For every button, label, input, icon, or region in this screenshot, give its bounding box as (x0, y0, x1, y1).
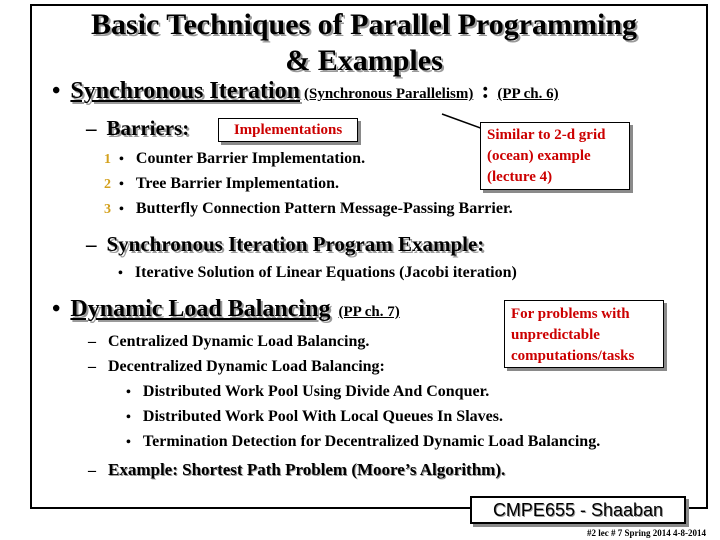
bullet: • (119, 177, 124, 192)
dynamic-heading-line (52, 296, 400, 323)
grid-example-text: Similar to 2-d grid (ocean) example (lecture 4) (487, 127, 606, 185)
barrier-item-text: Counter Barrier Implementation. (135, 150, 366, 167)
slide-title-line2: & Examples (285, 44, 443, 77)
decentralized-text: Decentralized Dynamic Load Balancing: (108, 358, 385, 375)
bullet: • (126, 385, 131, 400)
barrier-item-text: Butterfly Connection Pattern Message-Passing Barrier. (135, 200, 513, 217)
dash: – (86, 232, 97, 256)
decentralized-item-text: Distributed Work Pool With Local Queues In Slaves. (142, 408, 503, 425)
dash: – (88, 462, 96, 479)
item-number: 1 (104, 152, 111, 167)
barrier-item-text: Tree Barrier Implementation. (135, 175, 339, 192)
course-footer-box (470, 496, 686, 524)
dash: – (88, 333, 96, 350)
decentralized-item-3 (126, 433, 600, 451)
unpredictable-note (504, 300, 664, 368)
grid-example-note (480, 122, 630, 190)
shortest-path-text: Example: Shortest Path Problem (Moore’s Algorithm). (108, 460, 506, 479)
decentralized-line (88, 358, 385, 376)
sync-chapter-ref: (PP ch. 6) (497, 86, 559, 102)
course-footer-text: CMPE655 - Shaaban (492, 500, 664, 520)
centralized-text: Centralized Dynamic Load Balancing. (108, 333, 370, 350)
barriers-label: Barriers: (106, 116, 190, 140)
item-number: 2 (104, 177, 111, 192)
sync-heading: Synchronous Iteration (70, 78, 300, 104)
decentralized-item-2 (126, 408, 503, 426)
program-example-line (86, 232, 484, 257)
sync-colon: : (481, 78, 490, 104)
centralized-line (88, 333, 369, 351)
barriers-line (86, 116, 189, 141)
lecture-info: #2 lec # 7 Spring 2014 4-8-2014 (587, 528, 706, 538)
dash: – (88, 358, 96, 375)
dash: – (86, 116, 97, 140)
dynamic-chapter-ref: (PP ch. 7) (338, 304, 400, 320)
jacobi-item (118, 264, 517, 282)
unpredictable-text: For problems with unpredictable computations/tasks (511, 306, 635, 364)
item-number: 3 (104, 202, 111, 217)
bullet: • (119, 152, 124, 167)
dynamic-heading: Dynamic Load Balancing (70, 296, 331, 322)
decentralized-item-text: Termination Detection for Decentralized Dynamic Load Balancing. (142, 433, 601, 450)
implementations-label: Implementations (233, 122, 343, 138)
barrier-item-3 (104, 200, 513, 218)
shortest-path-line (88, 460, 505, 480)
bullet: • (52, 296, 61, 322)
sync-paren: (Synchronous Parallelism) (304, 86, 474, 102)
implementations-box (218, 118, 358, 142)
bullet: • (52, 78, 61, 104)
program-example-label: Synchronous Iteration Program Example: (106, 232, 485, 256)
bullet: • (118, 266, 123, 281)
bullet: • (119, 202, 124, 217)
barrier-item-2 (104, 175, 339, 193)
jacobi-text: Iterative Solution of Linear Equations (Jacobi iteration) (134, 264, 517, 281)
decentralized-item-text: Distributed Work Pool Using Divide And Conquer. (142, 383, 490, 400)
slide-title-line1: Basic Techniques of Parallel Programming (90, 8, 638, 41)
bullet: • (126, 410, 131, 425)
sync-heading-line (52, 78, 559, 105)
barrier-item-1 (104, 150, 365, 168)
bullet: • (126, 435, 131, 450)
decentralized-item-1 (126, 383, 489, 401)
